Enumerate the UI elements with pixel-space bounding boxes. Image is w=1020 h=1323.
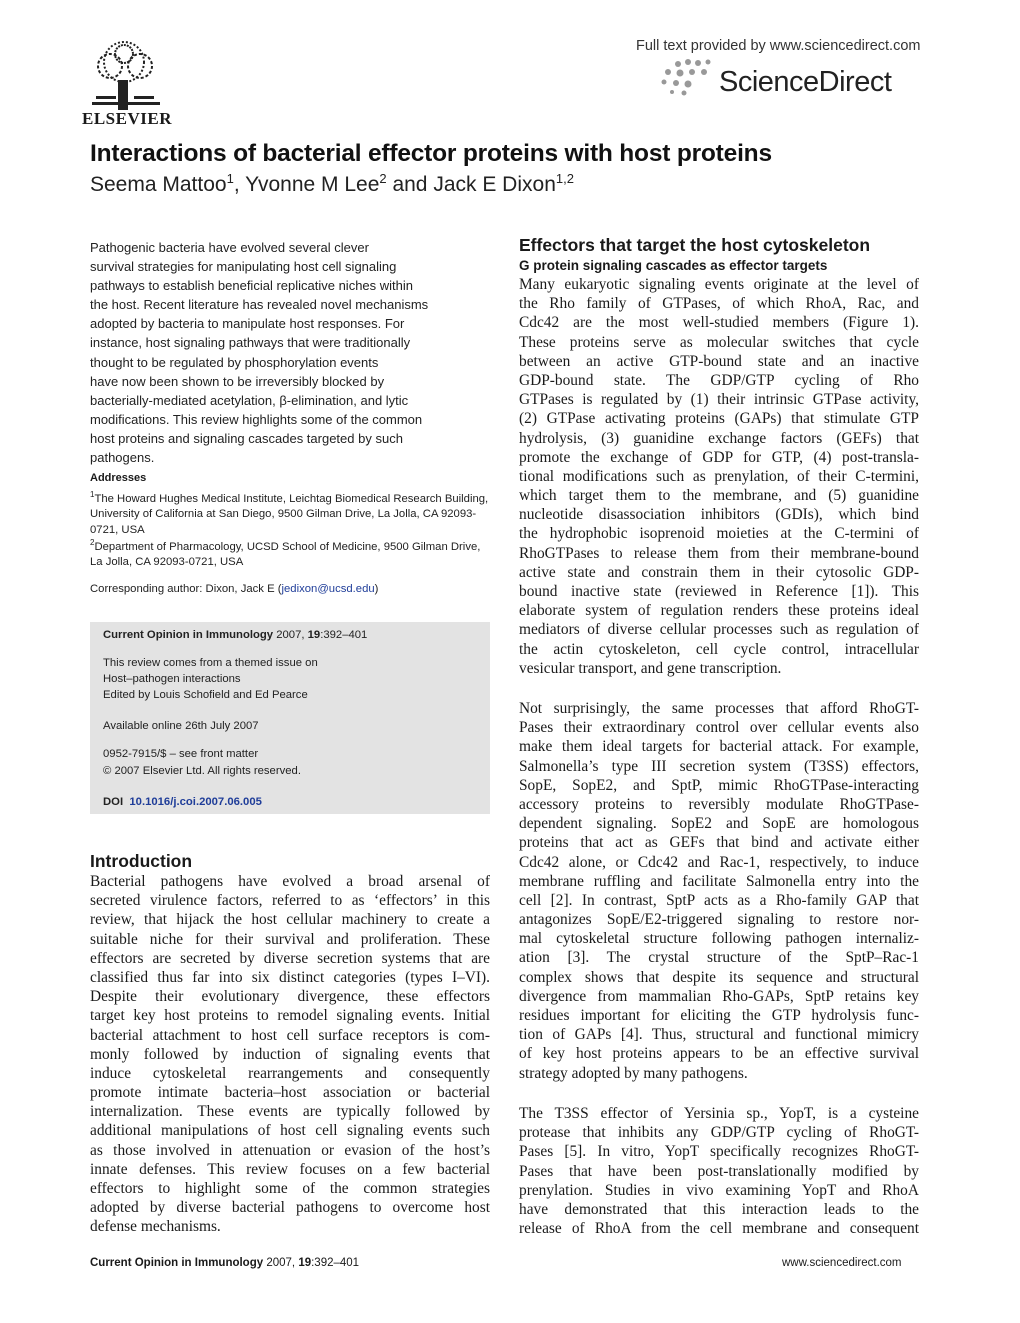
body-line: GTPases is regulated by (1) their intrinsic GTPase activity, [519,391,919,409]
footer-pages: :392–401 [311,1257,360,1269]
body-line: vesicular transport, and gene transcription. [519,659,782,677]
body-line: active state and constrain them in their cytosolic GDP- [519,563,919,581]
body-line: elaborate system of regulation renders these proteins ideal [519,602,919,620]
body-line: (2) GTPase activating proteins (GAPs) that stimulate GTP [519,410,919,428]
corresponding-suffix: ) [374,583,379,595]
body-line: effectors to highlight some of the common strategies [90,1180,490,1197]
info-theme-name: Host–pathogen interactions [103,673,241,685]
body-line: GDP-bound state. The GDP/GTP cycling of Rho [519,371,919,389]
address-number: 1 [90,490,95,499]
body-line: which target them to the membrane, and (5) guanidine [519,487,919,505]
info-box [90,622,490,814]
corresponding-author [90,582,490,598]
info-journal [103,629,367,641]
body-line: protease that inhibits any GDP/GTP cycling of RhoGT- [519,1124,919,1142]
paragraph-1 [519,275,919,678]
body-line: ation [3]. The crystal structure of the SptP–Rac-1 [519,949,919,967]
body-line: defense mechanisms. [90,1218,221,1236]
body-line: the hydrophobic isoprenoid moieties at the C-termini of [519,525,919,543]
doi-link[interactable]: 10.1016/j.coi.2007.06.005 [129,796,262,808]
abstract-line: pathogens. [90,450,155,466]
section-heading: Effectors that target the host cytoskeleton [519,235,871,255]
body-line: make them ideal targets for bacterial attack. For example, [519,738,919,756]
info-available: Available online 26th July 2007 [103,720,259,732]
body-line: tion of GAPs [4]. Thus, structural and functional mimicry [519,1026,919,1044]
abstract-line: pathways to establish beneficial replicative niches within [90,278,414,294]
body-line: promote the exchange of GDP for GTP, (4) post-transla- [519,448,919,466]
footer-volume: 19 [298,1257,312,1269]
abstract-line: thought to be regulated by phosphorylation events [90,354,379,370]
abstract [90,238,490,467]
abstract-line: have now been shown to be irreversibly blocked by [90,373,385,389]
body-line: Many eukaryotic signaling events originate at the level of [519,276,919,293]
body-line: proteins that act as GEFs that bind and activate either [519,834,919,852]
address-text: The Howard Hughes Medical Institute, Leichtag Biomedical Research Building, University of California at San Diego, 9500 Gilman Drive, La Jolla, CA 92093-0721, USA [90,492,489,537]
body-line: suitable niche for their survival and proliferation. These [90,930,490,948]
body-line: mediators of diverse cellular processes such as regulation of [519,621,919,639]
article-title: Interactions of bacterial effector proteins with host proteins [90,140,772,167]
addresses-heading: Addresses [90,472,147,484]
body-line: target key host proteins to remodel signaling events. Initial [90,1007,490,1025]
abstract-line: the host. Recent literature has revealed novel mechanisms [90,297,429,313]
body-line: Salmonella’s type III secretion system (T3SS) effectors, [519,757,919,775]
abstract-line: host proteins and signaling cascades targeted by such [90,430,403,446]
abstract-line: adopted by bacteria to manipulate host responses. For [90,316,405,332]
info-issn: 0952-7915/$ – see front matter [103,748,259,760]
body-line: the actin cytoskeleton, cell cycle control, intracellular [519,640,919,658]
address-text: Department of Pharmacology, UCSD School of Medicine, 9500 Gilman Drive, La Jolla, CA 92093-0721, USA [90,540,481,569]
address-item [90,487,490,539]
body-line: antagonizes SopE/E2-triggered signaling to restore nor- [519,911,919,929]
body-line: dependent signaling. SopE2 and SopE are homologous [519,815,919,833]
author-separator: and [386,173,434,196]
body-line: between an active GTP-bound state and an inactive [519,352,919,370]
info-copyright: © 2007 Elsevier Ltd. All rights reserved. [103,765,301,777]
body-line: classified thus far into six distinct categories (types I–VI). [90,968,490,986]
body-line: divergence from mammalian Rho-GAPs, SptP retains key [519,987,919,1005]
sciencedirect-dots-icon [658,58,720,98]
subsection-heading: G protein signaling cascades as effector targets [519,258,828,273]
body-line: effectors are secreted by diverse secretion systems that are [90,949,490,967]
author-list [90,171,574,197]
fulltext-note[interactable]: Full text provided by www.sciencedirect.com [636,38,921,54]
info-journal-name: Current Opinion in Immunology [103,629,274,641]
body-line: Bacterial pathogens have evolved a broad arsenal of [90,873,490,890]
body-line: release of RhoA from the cell membrane and consequent [519,1220,919,1238]
sciencedirect-brand: ScienceDirect [719,66,892,98]
elsevier-tree-logo [88,40,164,110]
body-line: adopted by diverse bacterial pathogens to overcome host [90,1199,490,1217]
abstract-line: instance, host signaling pathways that were traditionally [90,335,411,351]
doi-label: DOI [103,796,124,808]
author-name[interactable]: Jack E Dixon [433,173,556,196]
body-line: accessory proteins to reversibly modulate RhoGTPase- [519,795,919,813]
address-number: 2 [90,538,95,547]
body-line: innate defenses. This review focuses on a few bacterial [90,1160,490,1178]
footer-citation [90,1257,359,1269]
body-line: SopE, SopE2, and SptP, mimic RhoGTPase-interacting [519,776,919,794]
info-editors: Edited by Louis Schofield and Ed Pearce [103,689,308,701]
body-line: cell [2]. In contrast, SptP acts as a Rho-family GAP that [519,891,919,909]
body-line: of key host proteins appears to be an effective survival [519,1045,919,1063]
body-line: as those involved in attenuation or evasion of the host’s [90,1141,490,1159]
info-volume: 19 [307,629,321,641]
author-name[interactable]: Seema Mattoo [90,173,227,196]
body-line: Cdc42 are the most well-studied members (Figure 1). [519,314,919,332]
author-separator: , [233,173,246,196]
body-line: These proteins serve as molecular switches that cycle [519,333,919,351]
email-link[interactable]: jedixon@ucsd.edu [281,583,375,595]
body-line: bacterial attachment to host cell surface receptors is com- [90,1026,490,1044]
body-line: membrane ruffling and facilitate Salmonella entry into the [519,872,919,890]
address-item [90,535,490,571]
footer-journal: Current Opinion in Immunology [90,1257,264,1269]
body-line: Pases that have been post-translationally modified by [519,1162,919,1180]
footer-url[interactable]: www.sciencedirect.com [782,1257,902,1269]
publisher-name: ELSEVIER [82,109,172,128]
body-line: promote intimate bacteria–host association or bacterial [90,1084,490,1102]
abstract-line: Pathogenic bacteria have evolved several clever [90,240,369,255]
author-name[interactable]: Yvonne M Lee [245,173,380,196]
body-line: hydrolysis, (3) guanidine exchange factors (GEFs) that [519,429,919,447]
body-line: Pases their extraordinary control over cellular events also [519,719,919,737]
body-line: monly followed by induction of signaling events that [90,1045,490,1063]
body-line: review, that hijack the host cellular machinery to create a [90,911,490,929]
body-line: secreted virulence factors, referred to as ‘effectors’ in this [90,892,490,910]
info-theme-line: This review comes from a themed issue on [103,657,318,669]
abstract-line: survival strategies for manipulating host cell signaling [90,259,397,275]
author-affiliation: 1,2 [555,171,574,186]
introduction-body [90,872,490,1237]
info-year: 2007, [273,629,308,641]
body-line: prenylation. Studies in vivo examining YopT and RhoA [519,1181,919,1199]
body-line: induce cytoskeletal rearrangements and consequently [90,1064,490,1082]
body-line: Despite their evolutionary divergence, these effectors [90,988,490,1006]
paragraph-2 [519,699,919,1083]
body-line: residues important for eliciting the GTP hydrolysis func- [519,1007,919,1024]
info-doi [103,796,262,808]
body-line: internalization. These events are typically followed by [90,1103,490,1121]
paragraph-3 [519,1104,919,1238]
body-line: tional modifications such as prenylation, of their C-termini, [519,467,919,485]
body-line: have demonstrated that this interaction leads to the [519,1200,919,1218]
body-line: mal cytoskeletal structure following pathogen internaliz- [519,930,919,948]
body-line: nucleotide disassociation inhibitors (GDIs), which bind [519,506,919,524]
body-line: complex shows that despite its sequence and structural [519,968,919,986]
body-line: Cdc42 alone, or Cdc42 and Rac-1, respectively, to induce [519,853,919,871]
corresponding-label: Corresponding author: Dixon, Jack E ( [90,583,282,595]
body-line: strategy adopted by many pathogens. [519,1064,748,1082]
footer-year: 2007, [263,1257,299,1269]
author-affiliation: 1 [226,171,234,186]
abstract-line: modifications. This review highlights some of the common [90,411,423,427]
introduction-heading: Introduction [90,851,193,871]
body-line: additional manipulations of host cell signaling events such [90,1122,490,1140]
body-line: the Rho family of GTPases, of which RhoA, Rac, and [519,295,919,313]
body-line: RhoGTPases to release them from their membrane-bound [519,544,919,562]
author-affiliation: 2 [379,171,387,186]
body-line: bound inactive state (reviewed in Reference [1]). This [519,583,919,600]
body-line: Pases [5]. In vitro, YopT specifically recognizes RhoGT- [519,1143,919,1161]
body-line: The T3SS effector of Yersinia sp., YopT, is a cysteine [519,1105,919,1122]
info-pages: :392–401 [320,629,368,641]
body-line: Not surprisingly, the same processes that afford RhoGT- [519,700,919,717]
abstract-line: bacterially-mediated acetylation, β-elimination, and lytic [90,392,409,408]
